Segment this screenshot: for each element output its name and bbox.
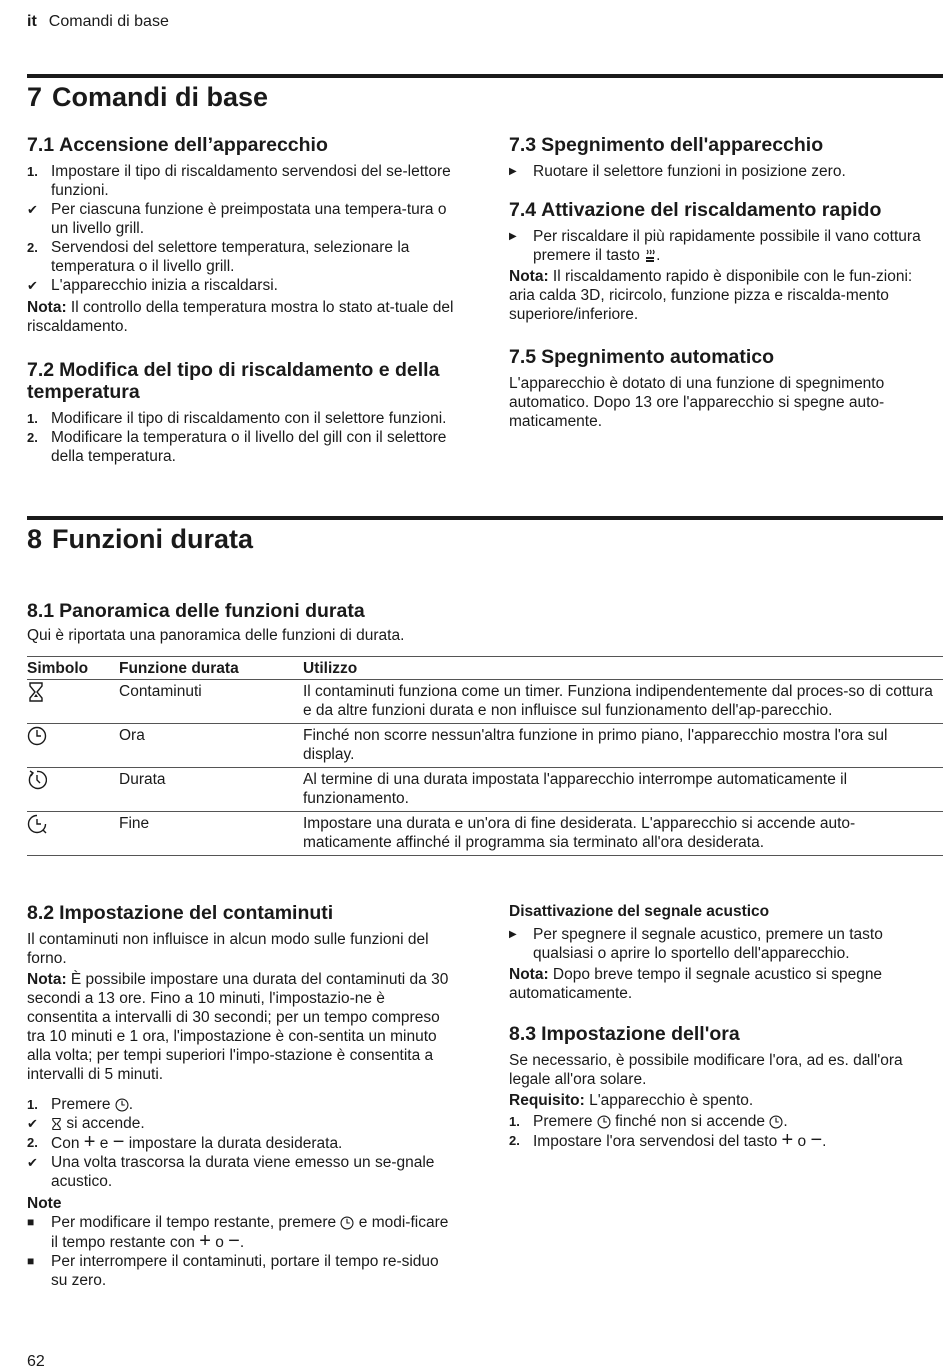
list-item: ▶ Per riscaldare il più rapidamente possibile il vano cottura premere il tasto . [509,228,921,264]
rapid-heat-icon [644,249,656,263]
note-paragraph: Nota: Dopo breve tempo il segnale acustico si spegne automaticamente. [509,966,883,1002]
list-item: 1. Impostare il tipo di riscaldamento servendosi del se-lettore funzioni. [27,163,451,199]
function-name: Ora [119,724,303,768]
section-8-2 [27,902,459,1290]
function-name: Contaminuti [119,683,202,700]
list-item: ✔ si accende. [27,1115,145,1132]
running-header [27,12,169,31]
column-header: Funzione durata [119,657,303,680]
list-item: ■ Per modificare il tempo restante, premere e modi-ficare il tempo restante con + o −. [27,1214,449,1252]
hourglass-icon [27,682,45,702]
function-name: Durata [119,768,303,812]
list-item: ✔ Una volta trascorsa la durata viene emesso un se-gnale acustico. [27,1154,435,1190]
table-header-row [27,657,943,680]
function-use: Il contaminuti funziona come un timer. Funziona indipendentemente dal proces-so di cottura e da altre funzioni durata e non influisce sul funzionamento dell'ap-parecchio. [303,683,933,719]
body-paragraph: L'apparecchio è dotato di una funzione di spegnimento automatico. Dopo 13 ore l'apparecchio si spegne auto-maticamente. [509,375,885,430]
requirement-paragraph: Requisito: L'apparecchio è spento. [509,1092,754,1109]
header-title: Comandi di base [48,13,169,30]
plus-icon: + [199,1230,211,1252]
chapter-7-heading: 7 Comandi di base [27,82,269,112]
section-8-2-title: 8.2 Impostazione del contaminuti [27,902,334,924]
note-paragraph: Nota: È possibile impostare una durata del contaminuti da 30 secondi a 13 ore. Fino a 10 minuti, l'impostazio-ne è consentita a intervalli di 30 secondi; per un tempo compreso tra 10 minuti e 1 ora, l'impostazione è con-sentita un minuto alla volta; per tempi superiori l'impo-stazione è consentita a intervalli di 5 minuti. [27,971,449,1083]
section-7-4-title: 7.4 Attivazione del riscaldamento rapido [509,199,882,221]
minus-icon: − [810,1129,823,1151]
clock-icon [597,1115,611,1129]
function-use: Impostare una durata e un'ora di fine desiderata. L'apparecchio si accende auto-maticamente affinché il programma sia terminato all'ora desiderata. [303,812,943,856]
hourglass-icon [51,1117,62,1131]
list-item: 2. Servendosi del selettore temperatura, selezionare la temperatura o il livello grill. [27,239,410,275]
chapter-rule [27,74,943,78]
body-paragraph: Se necessario, è possibile modificare l'ora, ad es. dall'ora legale all'ora solare. [509,1052,903,1088]
table-row [27,680,943,724]
duration-functions-table [27,656,943,856]
list-item: 2. Con + e − impostare la durata desiderata. [27,1131,343,1153]
acoustic-signal-title: Disattivazione del segnale acustico [509,903,770,920]
section-7-1-title: 7.1 Accensione dell’apparecchio [27,134,328,156]
page-number: 62 [27,1353,45,1369]
list-item: 2. Modificare la temperatura o il livello del gill con il selettore della temperatura. [27,429,447,465]
list-item: ▶ Ruotare il selettore funzioni in posizione zero. [509,163,846,180]
chapter-8-heading: 8 Funzioni durata [27,524,254,554]
language-code: it [27,13,37,30]
function-name: Fine [119,812,303,856]
plus-icon: + [83,1131,96,1153]
section-8-1-title: 8.1 Panoramica delle funzioni durata [27,600,365,622]
clock-icon [340,1216,354,1230]
section-7-2-title: 7.2 Modifica del tipo di riscaldamento e della temperatura [27,359,440,403]
body-paragraph: Qui è riportata una panoramica delle funzioni di durata. [27,627,405,644]
table-row [27,812,943,856]
table-row [27,768,943,812]
list-item: 1. Premere finché non si accende . [509,1113,788,1130]
body-paragraph: Il contaminuti non influisce in alcun modo sulle funzioni del forno. [27,931,429,967]
plus-icon: + [781,1129,794,1151]
table-row [27,724,943,768]
list-item: 1. Premere . [27,1096,134,1113]
note-paragraph: Nota: Il riscaldamento rapido è disponibile con le fun-zioni: aria calda 3D, ricircolo, funzione pizza e riscalda-mento superiore/inferiore. [509,268,913,323]
minus-icon: − [228,1230,240,1252]
clock-icon [115,1098,129,1112]
clock-icon [27,726,47,746]
notes-title: Note [27,1195,62,1212]
section-8-3-title: 8.3 Impostazione dell'ora [509,1023,740,1045]
chapter7-right-column [509,134,941,433]
column-header: Utilizzo [303,657,943,680]
column-header: Simbolo [27,657,119,680]
chapter7-left-column [27,134,459,466]
clock-icon [769,1115,783,1129]
function-use: Finché non scorre nessun'altra funzione in primo piano, l'apparecchio mostra l'ora sul display. [303,724,943,768]
function-use: Al termine di una durata impostata l'apparecchio interrompe automaticamente il funzionamento. [303,768,943,812]
list-item: ▶ Per spegnere il segnale acustico, premere un tasto qualsiasi o aprire lo sportello dell'apparecchio. [509,926,883,962]
list-item: ■ Per interrompere il contaminuti, portare il tempo re-siduo su zero. [27,1253,439,1289]
minus-icon: − [112,1131,125,1153]
duration-icon [27,770,47,790]
section-8-1 [27,600,943,856]
list-item: ✔ Per ciascuna funzione è preimpostata una tempera-tura o un livello grill. [27,201,447,237]
list-item: ✔ L'apparecchio inizia a riscaldarsi. [27,277,278,294]
note-paragraph: Nota: Il controllo della temperatura mostra lo stato at-tuale del riscaldamento. [27,299,454,335]
list-item: 1. Modificare il tipo di riscaldamento con il selettore funzioni. [27,410,447,427]
section-7-5-title: 7.5 Spegnimento automatico [509,346,775,368]
chapter8-right-column [509,902,941,1151]
chapter-rule [27,516,943,520]
list-item: 2. Impostare l'ora servendosi del tasto + o −. [509,1129,827,1151]
end-time-icon [27,814,47,834]
section-7-3-title: 7.3 Spegnimento dell'apparecchio [509,134,824,156]
